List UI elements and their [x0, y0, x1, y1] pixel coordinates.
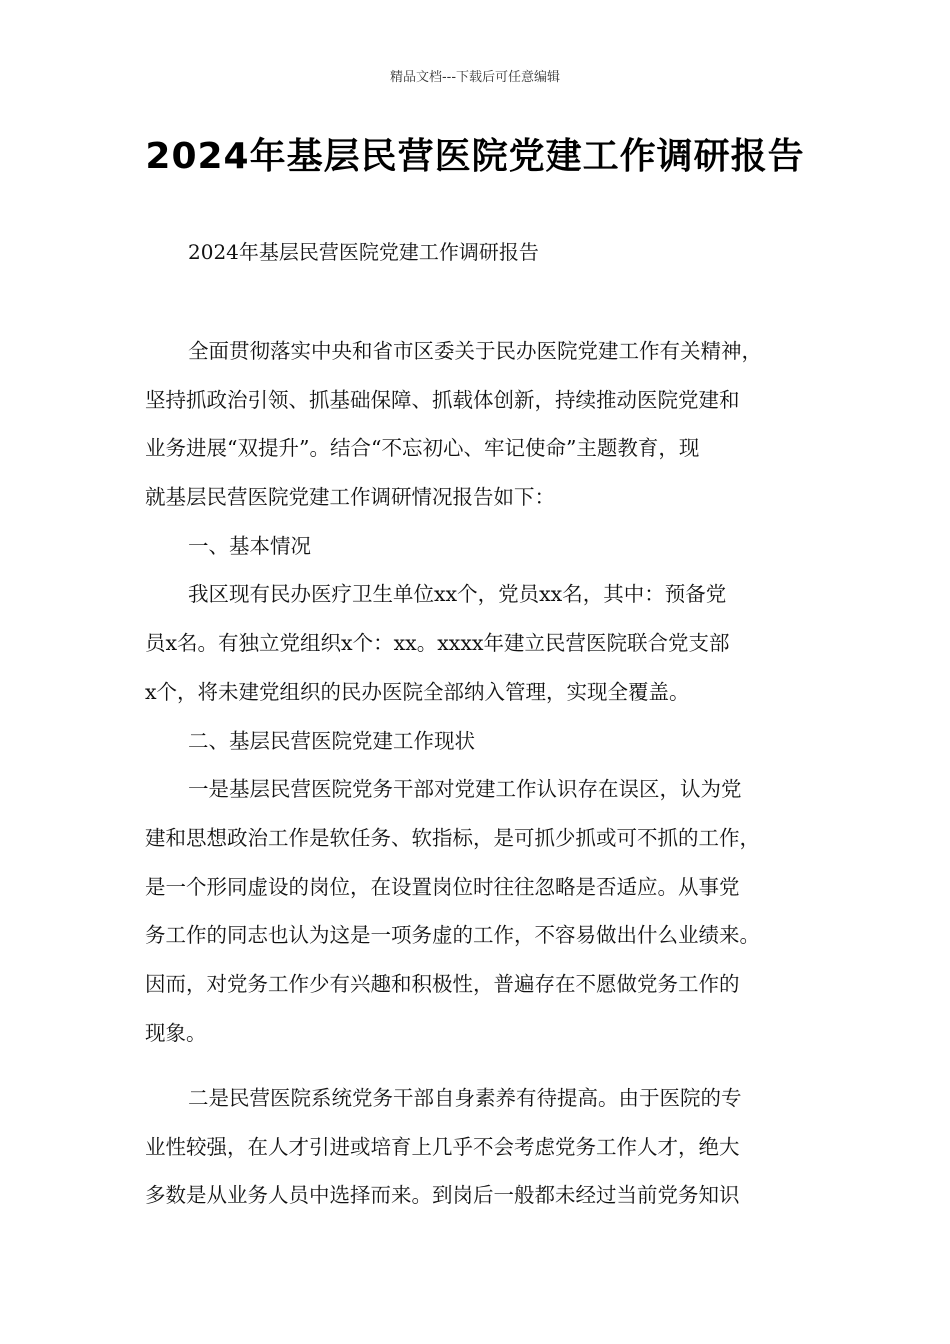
paragraph-line: 是一个形同虚设的岗位，在设置岗位时往往忽略是否适应。从事党 [145, 874, 740, 899]
paragraph-line: x个，将未建党组织的民办医院全部纳入管理，实现全覆盖。 [145, 679, 690, 704]
body-text-block [145, 327, 825, 1057]
paragraph-line: 务工作的同志也认为这是一项务虚的工作，不容易做出什么业绩来。 [145, 923, 760, 948]
document-title: 2024年基层民营医院党建工作调研报告 [145, 136, 805, 177]
paragraph-line: 二是民营医院系统党务干部自身素养有待提高。由于医院的专 [188, 1086, 742, 1110]
paragraph-line: 建和思想政治工作是软任务、软指标，是可抓少抓或可不抓的工作， [145, 825, 760, 850]
paragraph-line: 全面贯彻落实中央和省市区委关于民办医院党建工作有关精神， [188, 339, 762, 363]
paragraph-line: 坚持抓政治引领、抓基础保障、抓载体创新，持续推动医院党建和 [145, 387, 740, 412]
paragraph-line: 我区现有民办医疗卫生单位xx个，党员xx名，其中：预备党 [188, 582, 727, 607]
paragraph-line: 员x名。有独立党组织x个：xx。xxxx年建立民营医院联合党支部 [145, 631, 730, 656]
document-subtitle: 2024年基层民营医院党建工作调研报告 [188, 240, 539, 264]
paragraph-line: 就基层民营医院党建工作调研情况报告如下： [145, 485, 555, 510]
paragraph-line: 现象。 [145, 1020, 207, 1045]
body-text-block [145, 1074, 825, 1220]
header-note: 精品文档---下载后可任意编辑 [389, 70, 561, 85]
paragraph-line: 因而，对党务工作少有兴趣和积极性，普遍存在不愿做党务工作的 [145, 971, 740, 996]
paragraph-line: 业务进展“双提升”。结合“不忘初心、牢记使命”主题教育，现 [145, 436, 700, 461]
paragraph-line: 一是基层民营医院党务干部对党建工作认识存在误区，认为党 [188, 777, 742, 802]
section-heading: 二、基层民营医院党建工作现状 [188, 728, 475, 753]
section-heading: 一、基本情况 [188, 533, 311, 558]
paragraph-line: 业性较强，在人才引进或培育上几乎不会考虑党务工作人才，绝大 [145, 1134, 740, 1159]
paragraph-line: 多数是从业务人员中选择而来。到岗后一般都未经过当前党务知识 [145, 1183, 740, 1208]
